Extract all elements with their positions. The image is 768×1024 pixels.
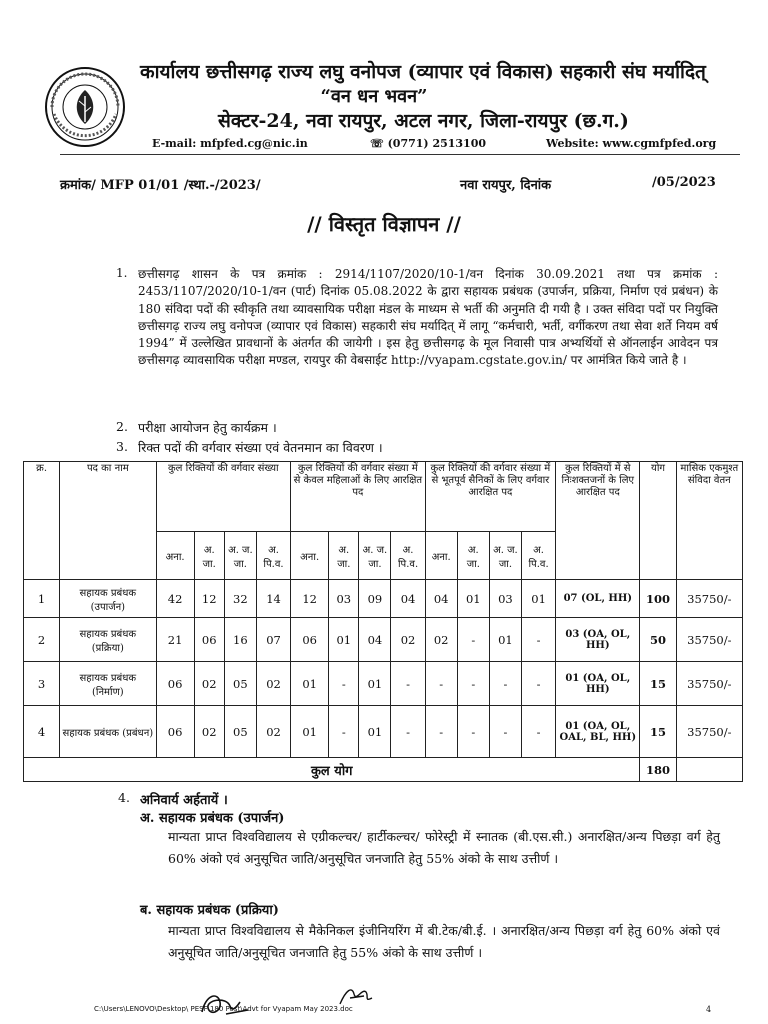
header-ex-servicemen-reserved: कुल रिक्तियों की वर्गवार संख्या में से भूतपूर्व सैनिकों के लिए वर्गवार आरक्षित पद — [425, 462, 556, 532]
sub-header: अ. पि.व. — [522, 532, 556, 580]
sub-header: अ. जा. — [329, 532, 359, 580]
sub-header: अ. पि.व. — [256, 532, 290, 580]
total-value: 180 — [640, 758, 676, 782]
sub-header: अना. — [156, 532, 194, 580]
page-title: // विस्तृत विज्ञापन // — [307, 212, 461, 236]
header-salary: मासिक एकमुश्त संविदा वेतन — [676, 462, 742, 580]
sub-header: अना. — [425, 532, 457, 580]
header-disabled-reserved: कुल रिक्तियों में से निःशक्तजनों के लिए आरक्षित पद — [556, 462, 640, 580]
item-2-number: 2. — [116, 419, 128, 434]
table-row: 2 सहायक प्रबंधक (प्रक्रिया) 21 06 16 07 06 01 04 02 02 - 01 - 03 (OA, OL, HH) 50 35750/- — [24, 618, 743, 662]
item-4-number: 4. — [118, 790, 130, 805]
item-3-number: 3. — [116, 439, 128, 454]
file-path: C:\Users\LENOVO\Desktop\ PESF\180 Post\Advt for Vyapam May 2023.doc — [94, 1005, 353, 1013]
table-row: 4 सहायक प्रबंधक (प्रबंधन) 06 02 05 02 01 - 01 - - - - - 01 (OA, OL, OAL, BL, HH) 15 35750/- — [24, 706, 743, 758]
sub-header: अना. — [291, 532, 329, 580]
website: Website: www.cgmfpfed.org — [546, 137, 717, 150]
qual-b-heading: ब. सहायक प्रबंधक (प्रक्रिया) — [140, 903, 279, 918]
table-row: 3 सहायक प्रबंधक (निर्माण) 06 02 05 02 01 - 01 - - - - - 01 (OA, OL, HH) 15 35750/- — [24, 662, 743, 706]
sub-header: अ. ज. जा. — [224, 532, 256, 580]
qual-a-text: मान्यता प्राप्त विश्वविद्यालय से एग्रीकल्चर/ हार्टीकल्चर/ फोरेस्ट्री में स्नातक (बी.एस.सी.) अनारक्षित/अन्य पिछड़ा वर्ग हेतु 60% अंको एवं अनुसूचित जाति/अनुसूचित जनजाति हेतु 55% अंको के साथ उत्तीर्ण । — [168, 829, 720, 866]
sub-header: अ. ज. जा. — [489, 532, 521, 580]
ref-number: क्रमांक/ MFP 01/01 /स्था.-/2023/ — [60, 178, 261, 193]
header-sum: योग — [640, 462, 676, 580]
sub-header: अ. जा. — [194, 532, 224, 580]
item-1-text: छत्तीसगढ़ शासन के पत्र क्रमांक : 2914/1107/2020/10-1/वन दिनांक 30.09.2021 तथा पत्र क्रमांक : 2453/1107/2020/10-1/वन (पार्ट) दिनांक 05.08.2022 के द्वारा सहायक प्रबंधक (उपार्जन, प्रक्रिया, निर्माण एवं प्रबंधन) के 180 संविदा पदों की स्वीकृति तथा व्यावसायिक परीक्षा मंडल के माध्यम से भर्ती की अनुमति दी गयी है । उक्त संविदा पदों पर नियुक्ति छत्तीसगढ़ राज्य लघु वनोपज (व्यापार एवं विकास) सहकारी संघ मर्यादित् में लागू “कर्मचारी, भर्ती, वर्गीकरण तथा सेवा शर्ते नियम वर्ष 1994” में उल्लेखित प्रावधानों के अंतर्गत की जायेगी । इस हेतु छत्तीसगढ़ के मूल निवासी पात्र अभ्यर्थियों से ऑनलाईन आवेदन पत्र छत्तीसगढ़ व्यावसायिक परीक्षा मण्डल, रायपुर की वेबसाईट http://vyapam.cgstate.gov.in/ पर आमंत्रित किये जाते है । — [138, 267, 718, 368]
page-number: 4 — [706, 1005, 712, 1014]
header-rule — [60, 154, 740, 155]
qual-b-text: मान्यता प्राप्त विश्वविद्यालय से मैकेनिकल इंजीनियरिंग में बी.टेक/बी.ई. । अनारक्षित/अन्य पिछड़ा वर्ग हेतु 60% अंको एवं अनुसूचित जाति/अनुसूचित जनजाति हेतु 55% अंको के साथ उत्तीर्ण । — [168, 923, 720, 960]
table-total-row — [24, 758, 743, 782]
header-post: पद का नाम — [60, 462, 156, 580]
header-women-reserved: कुल रिक्तियों की वर्गवार संख्या में से केवल महिलाओं के लिए आरक्षित पद — [291, 462, 426, 532]
item-2-text: परीक्षा आयोजन हेतु कार्यक्रम । — [138, 420, 277, 435]
item-4-text: अनिवार्य अर्हतायें । — [140, 793, 228, 808]
sub-header: अ. ज. जा. — [359, 532, 391, 580]
vacancy-table — [23, 461, 743, 782]
phone: ☏ (0771) 2513100 — [370, 137, 487, 150]
header-sno: क्र. — [24, 462, 60, 580]
org-address: सेक्टर-24, नवा रायपुर, अटल नगर, जिला-रायपुर (छ.ग.) — [218, 110, 629, 132]
building-name: “वन धन भवन” — [320, 86, 428, 107]
ref-date: /05/2023 — [652, 175, 716, 190]
item-1-number: 1. — [116, 266, 128, 280]
sub-header: अ. जा. — [457, 532, 489, 580]
ref-place-date: नवा रायपुर, दिनांक — [460, 178, 552, 193]
table-row: 1 सहायक प्रबंधक (उपार्जन) 42 12 32 14 12 03 09 04 04 01 03 01 07 (OL, HH) 100 35750/- — [24, 580, 743, 618]
qual-a-heading: अ. सहायक प्रबंधक (उपार्जन) — [140, 811, 285, 826]
total-label: कुल योग — [24, 758, 640, 782]
header-total-vacancies: कुल रिक्तियों की वर्गवार संख्या — [156, 462, 291, 532]
item-3-text: रिक्त पदों की वर्गवार संख्या एवं वेतनमान का विवरण । — [138, 440, 383, 455]
org-name: कार्यालय छत्तीसगढ़ राज्य लघु वनोपज (व्यापार एवं विकास) सहकारी संघ मर्यादित् — [140, 61, 706, 83]
email: E-mail: mfpfed.cg@nic.in — [152, 137, 308, 150]
sub-header: अ. पि.व. — [391, 532, 425, 580]
